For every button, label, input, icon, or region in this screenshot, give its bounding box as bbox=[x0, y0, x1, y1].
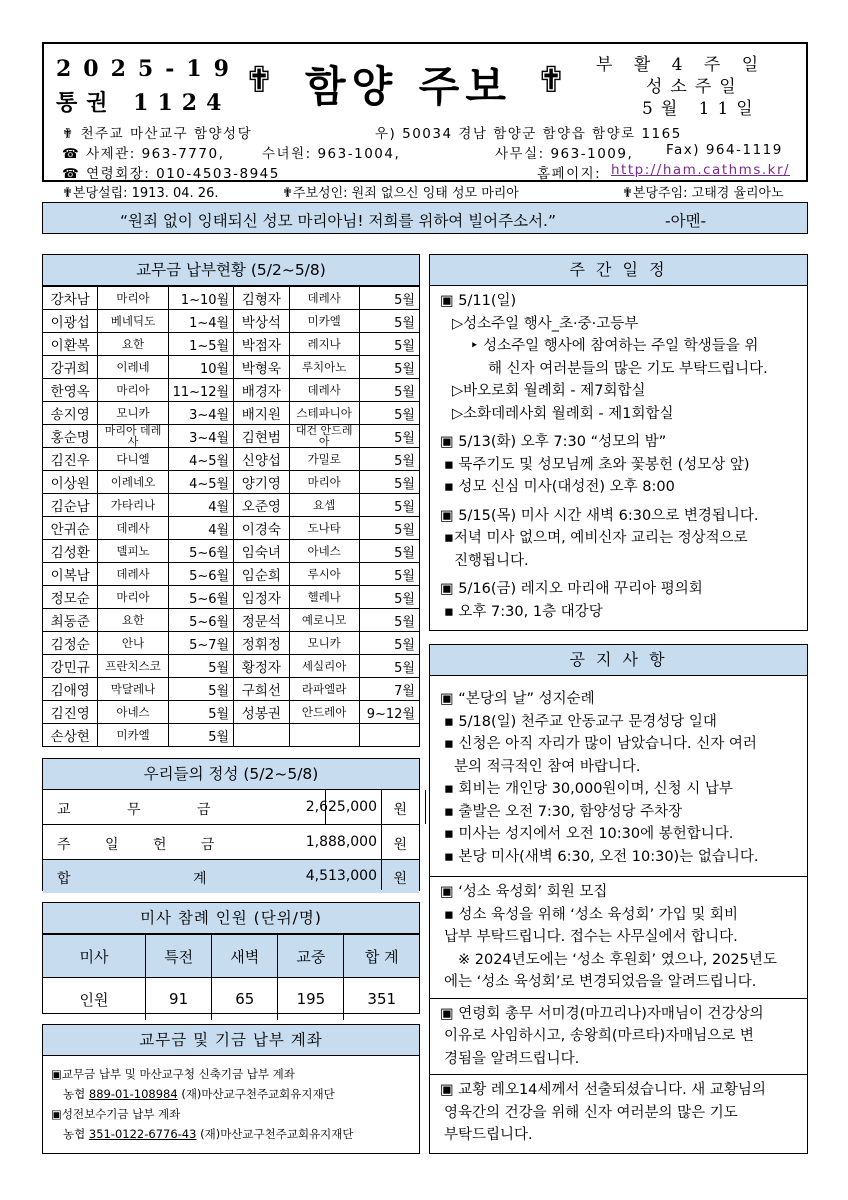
paid-period: 5월 bbox=[168, 724, 234, 747]
payer-name: 강귀희 bbox=[43, 356, 98, 379]
payer-name: 임순희 bbox=[234, 563, 289, 586]
offering-amount: 4,513,000 bbox=[305, 868, 377, 884]
payer-name: 김진우 bbox=[43, 448, 98, 471]
payer-name: 강민규 bbox=[43, 655, 98, 678]
notice-item: 에는 ‘성소 육성회’로 변경되었음을 알려드립니다. bbox=[444, 974, 757, 990]
prayer-amen: -아멘- bbox=[665, 212, 707, 230]
notices-title: 공 지 사 항 bbox=[430, 645, 807, 676]
mass-header-cell: 합 계 bbox=[344, 935, 419, 978]
payer-name: 송지영 bbox=[43, 402, 98, 425]
dues-row bbox=[43, 724, 419, 747]
diocese-line: ✟ 천주교 마산교구 함양성당 bbox=[62, 126, 253, 142]
paid-period: 4~5월 bbox=[168, 471, 234, 494]
offering-label: 합 계 bbox=[57, 871, 207, 887]
mass-header-cell: 교중 bbox=[278, 935, 344, 978]
dues-row bbox=[43, 425, 419, 448]
paid-period: 9~12월 bbox=[359, 701, 419, 724]
notice-item: ▪ 본당 미사(새벽 6:30, 오전 10:30)는 없습니다. bbox=[444, 848, 759, 865]
schedule-item: ▪ 성모 신심 미사(대성전) 오후 8:00 bbox=[444, 479, 675, 495]
founded-date: ✟본당설립: 1913. 04. 26. bbox=[62, 186, 219, 201]
baptismal-name bbox=[289, 724, 359, 747]
mass-value-cell: 351 bbox=[344, 978, 419, 1021]
phone-rectory: ☎ 사제관: 963-7770, bbox=[62, 146, 225, 162]
payer-name: 정휘정 bbox=[234, 632, 289, 655]
baptismal-name: 다니엘 bbox=[98, 448, 168, 471]
baptismal-name: 막달레나 bbox=[98, 678, 168, 701]
notice-item: 분의 적극적인 참여 바랍니다. bbox=[454, 758, 641, 775]
baptismal-name: 레지나 bbox=[289, 333, 359, 356]
schedule-item: 해 신자 여러분들의 많은 기도 부탁드립니다. bbox=[488, 360, 768, 377]
payer-name: 오준영 bbox=[234, 494, 289, 517]
baptismal-name: 요한 bbox=[98, 609, 168, 632]
paid-period: 5월 bbox=[168, 655, 234, 678]
accounts-title: 교무금 및 기금 납부 계좌 bbox=[43, 1025, 419, 1056]
paid-period: 5~6월 bbox=[168, 609, 234, 632]
payer-name: 임정자 bbox=[234, 586, 289, 609]
baptismal-name: 미카엘 bbox=[289, 310, 359, 333]
payer-name: 이광섭 bbox=[43, 310, 98, 333]
phone-office: 사무실: 963-1009, bbox=[495, 146, 634, 162]
account-number: 889-01-108984 bbox=[88, 1087, 178, 1101]
dues-row bbox=[43, 333, 419, 356]
bank-name: 농협 bbox=[63, 1127, 86, 1141]
offering-row bbox=[43, 824, 419, 859]
payer-name: 김현범 bbox=[234, 425, 289, 448]
account-note: ▣교무금 납부 및 마산교구청 신축기금 납부 계좌 bbox=[51, 1067, 295, 1081]
payer-name: 임숙녀 bbox=[234, 540, 289, 563]
baptismal-name: 마리아 bbox=[289, 471, 359, 494]
baptismal-name: 대건 안드레아 bbox=[289, 425, 359, 448]
schedule-item: ▪저녁 미사 없으며, 예비신자 교리는 정상적으로 bbox=[444, 530, 748, 546]
accounts-section bbox=[42, 1024, 420, 1154]
baptismal-name: 데레사 bbox=[98, 563, 168, 586]
baptismal-name: 가타리나 bbox=[98, 494, 168, 517]
baptismal-name: 데레사 bbox=[98, 517, 168, 540]
baptismal-name: 모니카 bbox=[98, 402, 168, 425]
baptismal-name: 가밀로 bbox=[289, 448, 359, 471]
baptismal-name: 안나 bbox=[98, 632, 168, 655]
notices-section bbox=[429, 644, 808, 1154]
paid-period: 5월 bbox=[359, 655, 419, 678]
notice-item: ▪ 출발은 오전 7:30, 함양성당 주차장 bbox=[444, 803, 683, 820]
pastor-name: ✟본당주임: 고태경 율리아노 bbox=[622, 186, 784, 201]
issue-total: 통권 1124 bbox=[56, 90, 231, 116]
dues-row bbox=[43, 678, 419, 701]
payer-name: 김순남 bbox=[43, 494, 98, 517]
account-line bbox=[51, 1084, 419, 1104]
baptismal-name: 안드레아 bbox=[289, 701, 359, 724]
offering-unit: 원 bbox=[393, 871, 407, 887]
paid-period: 4월 bbox=[168, 494, 234, 517]
notice-item: ▪ 미사는 성지에서 오전 10:30에 봉헌합니다. bbox=[444, 826, 734, 842]
paid-period: 5~6월 bbox=[168, 586, 234, 609]
prayer-text: “원죄 없이 잉태되신 성모 마리아님! 저희를 위하여 빌어주소서.” bbox=[120, 212, 557, 230]
paid-period: 5월 bbox=[359, 517, 419, 540]
mass-section bbox=[42, 902, 420, 1014]
notice-item: 납부 부탁드립니다. 접수는 사무실에서 합니다. bbox=[444, 929, 738, 945]
payer-name bbox=[234, 724, 289, 747]
fax: Fax) 964-1119 bbox=[666, 142, 783, 158]
account-number: 351-0122-6776-43 bbox=[88, 1127, 197, 1141]
baptismal-name: 프란치스코 bbox=[98, 655, 168, 678]
mass-value-row bbox=[43, 978, 419, 1021]
schedule-item: ▪ 묵주기도 및 성모님께 초와 꽃봉헌 (성모상 앞) bbox=[444, 456, 750, 473]
dues-row bbox=[43, 310, 419, 333]
payer-name: 배지원 bbox=[234, 402, 289, 425]
notice-item: 이유로 사임하시고, 송왕희(마르타)자매님으로 변 bbox=[444, 1028, 754, 1044]
paid-period: 5월 bbox=[168, 678, 234, 701]
paid-period: 1~4월 bbox=[168, 310, 234, 333]
payer-name: 이상원 bbox=[43, 471, 98, 494]
baptismal-name: 이레네오 bbox=[98, 471, 168, 494]
bank-name: 농협 bbox=[63, 1087, 86, 1101]
schedule-date: ▣ 5/13(화) 오후 7:30 “성모의 밤” bbox=[440, 434, 667, 450]
payer-name: 김형자 bbox=[234, 287, 289, 310]
paid-period: 5월 bbox=[359, 448, 419, 471]
dues-row bbox=[43, 379, 419, 402]
schedule-item: ‣ 성소주일 행사에 참여하는 주일 학생들을 위 bbox=[470, 338, 759, 354]
dues-row bbox=[43, 448, 419, 471]
dues-row bbox=[43, 356, 419, 379]
payer-name: 신양섭 bbox=[234, 448, 289, 471]
notice-item: 영육간의 건강을 위해 신자 여러분의 많은 기도 bbox=[444, 1104, 738, 1121]
baptismal-name: 마리아 bbox=[98, 287, 168, 310]
paid-period: 3~4월 bbox=[168, 425, 234, 448]
notice-item: ▪ 성소 육성을 위해 ‘성소 육성회’ 가입 및 회비 bbox=[444, 906, 739, 923]
payer-name: 구희선 bbox=[234, 678, 289, 701]
phone-council: ☎ 연령회장: 010-4503-8945 bbox=[62, 166, 280, 182]
notice-item: ※ 2024년도에는 ‘성소 후원회’ 였으나, 2025년도 bbox=[458, 951, 777, 968]
mass-title: 미사 참례 인원 (단위/명) bbox=[43, 903, 419, 934]
schedule-item: ▪ 오후 7:30, 1층 대강당 bbox=[444, 603, 603, 620]
baptismal-name: 아네스 bbox=[98, 701, 168, 724]
baptismal-name: 데레사 bbox=[289, 379, 359, 402]
notice-item: ▪ 회비는 개인당 30,000원이며, 신청 시 납부 bbox=[444, 781, 733, 797]
baptismal-name: 예로니모 bbox=[289, 609, 359, 632]
patron-saint: ✟주보성인: 원죄 없으신 잉태 성모 마리아 bbox=[282, 186, 519, 201]
paid-period: 5월 bbox=[359, 356, 419, 379]
mass-value-cell: 65 bbox=[212, 978, 278, 1021]
schedule-date: ▣ 5/16(금) 레지오 마리애 꾸리아 평의회 bbox=[440, 581, 703, 597]
paid-period: 5월 bbox=[359, 402, 419, 425]
paid-period: 5월 bbox=[359, 632, 419, 655]
account-line bbox=[51, 1124, 419, 1144]
notice-item: ▪ 신청은 아직 자리가 많이 남았습니다. 신자 여러 bbox=[444, 736, 757, 752]
dues-row bbox=[43, 701, 419, 724]
sunday-name: 성소주일 bbox=[646, 77, 744, 97]
baptismal-name: 델피노 bbox=[98, 540, 168, 563]
dues-row bbox=[43, 655, 419, 678]
offering-amount: 1,888,000 bbox=[305, 834, 377, 850]
payer-name: 배경자 bbox=[234, 379, 289, 402]
paid-period: 5~6월 bbox=[168, 563, 234, 586]
baptismal-name: 루치아노 bbox=[289, 356, 359, 379]
notice-item: ▪ 5/18(일) 천주교 안동교구 문경성당 일대 bbox=[444, 713, 717, 730]
payer-name: 박상석 bbox=[234, 310, 289, 333]
paid-period: 1~5월 bbox=[168, 333, 234, 356]
offering-label: 교 무 금 bbox=[57, 802, 211, 818]
notice-heading: ▣ “본당의 날” 성지순례 bbox=[440, 691, 595, 707]
payer-name: 성봉권 bbox=[234, 701, 289, 724]
notice-item: 경됨을 알려드립니다. bbox=[444, 1050, 580, 1067]
schedule-item: ▷바오로회 월례회 - 제7회합실 bbox=[452, 383, 646, 399]
payer-name: 김정순 bbox=[43, 632, 98, 655]
paid-period: 5월 bbox=[359, 471, 419, 494]
baptismal-name: 헬레나 bbox=[289, 586, 359, 609]
paid-period: 5월 bbox=[359, 563, 419, 586]
baptismal-name: 요셉 bbox=[289, 494, 359, 517]
payer-name: 김성환 bbox=[43, 540, 98, 563]
paid-period: 5월 bbox=[359, 494, 419, 517]
offerings-title: 우리들의 정성 (5/2~5/8) bbox=[43, 759, 419, 790]
paid-period: 5월 bbox=[359, 287, 419, 310]
address: 우) 50034 경남 함양군 함양읍 함양로 1165 bbox=[375, 126, 682, 142]
dues-section bbox=[42, 254, 420, 747]
mass-header-cell: 특전 bbox=[146, 935, 212, 978]
baptismal-name: 마리아 데레사 bbox=[98, 425, 168, 448]
account-note: ▣성전보수기금 납부 계좌 bbox=[51, 1107, 181, 1121]
baptismal-name: 모니카 bbox=[289, 632, 359, 655]
payer-name: 이환복 bbox=[43, 333, 98, 356]
offering-unit: 원 bbox=[393, 802, 407, 818]
baptismal-name: 베네딕도 bbox=[98, 310, 168, 333]
paid-period: 11~12월 bbox=[168, 379, 234, 402]
offering-row bbox=[43, 790, 419, 824]
dues-row bbox=[43, 402, 419, 425]
bulletin-title: 함양 주보 bbox=[305, 62, 512, 111]
baptismal-name: 아네스 bbox=[289, 540, 359, 563]
offering-amount: 2,625,000 bbox=[305, 799, 377, 815]
paid-period: 4월 bbox=[168, 517, 234, 540]
cross-icon-left: ✟ bbox=[244, 60, 275, 101]
payer-name: 홍순명 bbox=[43, 425, 98, 448]
mass-header-row bbox=[43, 935, 419, 978]
bulletin-date: 5월 11일 bbox=[642, 99, 761, 119]
payer-name: 정모순 bbox=[43, 586, 98, 609]
issue-number: 2025-19 bbox=[56, 56, 241, 82]
mass-value-cell: 195 bbox=[278, 978, 344, 1021]
dues-title: 교무금 납부현황 (5/2~5/8) bbox=[43, 255, 419, 286]
mass-value-cell: 인원 bbox=[43, 978, 146, 1021]
paid-period: 7월 bbox=[359, 678, 419, 701]
payer-name: 정문석 bbox=[234, 609, 289, 632]
payer-name: 한영옥 bbox=[43, 379, 98, 402]
paid-period: 5월 bbox=[359, 379, 419, 402]
baptismal-name: 도나타 bbox=[289, 517, 359, 540]
paid-period: 5월 bbox=[359, 586, 419, 609]
paid-period: 5~6월 bbox=[168, 540, 234, 563]
baptismal-name: 스테파니아 bbox=[289, 402, 359, 425]
dues-row bbox=[43, 471, 419, 494]
schedule-date: ▣ 5/11(일) bbox=[440, 293, 517, 309]
paid-period bbox=[359, 724, 419, 747]
baptismal-name: 마리아 bbox=[98, 379, 168, 402]
baptismal-name: 세실리아 bbox=[289, 655, 359, 678]
notice-heading: ▣ ‘성소 육성회’ 회원 모집 bbox=[440, 884, 608, 900]
payer-name: 이경숙 bbox=[234, 517, 289, 540]
payer-name: 손상현 bbox=[43, 724, 98, 747]
baptismal-name: 마리아 bbox=[98, 586, 168, 609]
payer-name: 황정자 bbox=[234, 655, 289, 678]
paid-period: 5~7월 bbox=[168, 632, 234, 655]
mass-table bbox=[43, 934, 419, 1020]
baptismal-name: 요한 bbox=[98, 333, 168, 356]
offering-total-row bbox=[43, 859, 419, 893]
payer-name: 최동준 bbox=[43, 609, 98, 632]
dues-row bbox=[43, 540, 419, 563]
liturgical-week: 부 활 4 주 일 bbox=[596, 55, 767, 75]
baptismal-name: 데레사 bbox=[289, 287, 359, 310]
account-owner: (재)마산교구천주교회유지재단 bbox=[200, 1127, 354, 1141]
payer-name: 강차남 bbox=[43, 287, 98, 310]
payer-name: 양기영 bbox=[234, 471, 289, 494]
dues-row bbox=[43, 586, 419, 609]
baptismal-name: 이레네 bbox=[98, 356, 168, 379]
cross-icon-right: ✟ bbox=[536, 60, 567, 101]
payer-name: 안귀순 bbox=[43, 517, 98, 540]
phone-convent: 수녀원: 963-1004, bbox=[262, 146, 401, 162]
paid-period: 5월 bbox=[359, 609, 419, 632]
paid-period: 4~5월 bbox=[168, 448, 234, 471]
offering-label: 주 일 헌 금 bbox=[57, 837, 215, 853]
dues-row bbox=[43, 287, 419, 310]
payer-name: 김애영 bbox=[43, 678, 98, 701]
mass-value-cell: 91 bbox=[146, 978, 212, 1021]
offerings-section bbox=[42, 758, 420, 891]
offering-unit: 원 bbox=[393, 837, 407, 853]
account-owner: (재)마산교구천주교회유지재단 bbox=[181, 1087, 335, 1101]
homepage-label: 홈페이지: bbox=[537, 166, 602, 182]
baptismal-name: 미카엘 bbox=[98, 724, 168, 747]
paid-period: 5월 bbox=[359, 333, 419, 356]
notice-item: 부탁드립니다. bbox=[444, 1127, 533, 1143]
paid-period: 1~10월 bbox=[168, 287, 234, 310]
notice-heading: ▣ 연령회 총무 서미경(마끄리나)자매님이 건강상의 bbox=[440, 1005, 764, 1022]
notice-heading: ▣ 교황 레오14세께서 선출되셨습니다. 새 교황님의 bbox=[440, 1082, 766, 1098]
schedule-item: ▷성소주일 행사_초·중·고등부 bbox=[452, 315, 639, 332]
paid-period: 5월 bbox=[168, 701, 234, 724]
homepage-link[interactable]: http://ham.cathms.kr/ bbox=[611, 162, 791, 178]
schedule-section bbox=[429, 254, 808, 631]
mass-header-cell: 새벽 bbox=[212, 935, 278, 978]
baptismal-name: 루시아 bbox=[289, 563, 359, 586]
dues-row bbox=[43, 517, 419, 540]
paid-period: 5월 bbox=[359, 310, 419, 333]
payer-name: 이복남 bbox=[43, 563, 98, 586]
dues-row bbox=[43, 563, 419, 586]
schedule-item: 진행됩니다. bbox=[454, 552, 529, 569]
paid-period: 3~4월 bbox=[168, 402, 234, 425]
payer-name: 김진영 bbox=[43, 701, 98, 724]
paid-period: 10월 bbox=[168, 356, 234, 379]
payer-name: 박점자 bbox=[234, 333, 289, 356]
paid-period: 5월 bbox=[359, 540, 419, 563]
schedule-title: 주 간 일 정 bbox=[430, 255, 807, 286]
baptismal-name: 라파엘라 bbox=[289, 678, 359, 701]
schedule-date: ▣ 5/15(목) 미사 시간 새벽 6:30으로 변경됩니다. bbox=[440, 507, 759, 524]
mass-header-cell: 미사 bbox=[43, 935, 146, 978]
paid-period: 5월 bbox=[359, 425, 419, 448]
schedule-item: ▷소화데레사회 월례회 - 제1회합실 bbox=[452, 405, 674, 422]
payer-name: 박형욱 bbox=[234, 356, 289, 379]
dues-row bbox=[43, 609, 419, 632]
dues-table bbox=[43, 286, 419, 746]
dues-row bbox=[43, 632, 419, 655]
dues-row bbox=[43, 494, 419, 517]
